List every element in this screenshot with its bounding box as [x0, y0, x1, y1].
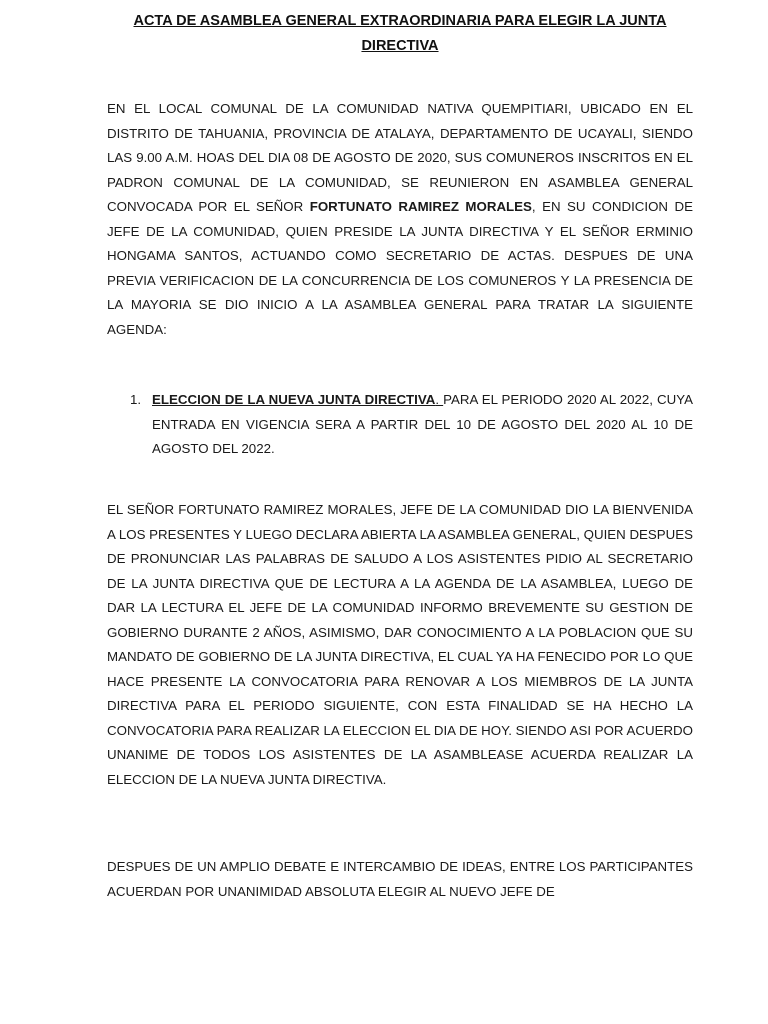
opening-paragraph	[107, 97, 693, 342]
agenda-item-separator: .	[435, 392, 444, 407]
agenda-item-description: PARA EL PERIODO 2020 AL 2022, CUYA ENTRADA EN VIGENCIA SERA A PARTIR DEL 10 DE AGOSTO DEL 2020 AL 10 DE AGOSTO DEL 2022.	[152, 392, 694, 456]
agenda-item-number: 1.	[130, 392, 142, 407]
opening-paragraph-text: EN EL LOCAL COMUNAL DE LA COMUNIDAD NATIVA QUEMPITIARI, UBICADO EN EL DISTRITO DE TAHUANIA, PROVINCIA DE ATALAYA, DEPARTAMENTO DE UCAYALI, SIENDO LAS 9.00 A.M. HOAS DEL DIA 08 DE AGOSTO DE 2020, SUS COMUNEROS INSCRITOS EN EL PADRON COMUNAL DE LA COMUNIDAD, SE REUNIERON EN ASAMBLEA GENERAL CONVOCADA POR EL SEÑOR	[107, 101, 693, 214]
president-name: FORTUNATO RAMIREZ MORALES	[309, 199, 532, 214]
welcome-paragraph: EL SEÑOR FORTUNATO RAMIREZ MORALES, JEFE DE LA COMUNIDAD DIO LA BIENVENIDA A LOS PRESENTES Y LUEGO DECLARA ABIERTA LA ASAMBLEA GENERAL, QUIEN DESPUES DE PRONUNCIAR LAS PALABRAS DE SALUDO A LOS ASISTENTES PIDIO AL SECRETARIO DE LA JUNTA DIRECTIVA QUE DE LECTURA A LA AGENDA DE LA ASAMBLEA, LUEGO DE DAR LA LECTURA EL JEFE DE LA COMUNIDAD INFORMO BREVEMENTE SU GESTION DE GOBIERNO DURANTE 2 AÑOS, ASIMISMO, DAR CONOCIMIENTO A LA POBLACION QUE SU MANDATO DE GOBIERNO DE LA JUNTA DIRECTIVA, EL CUAL YA HA FENECIDO POR LO QUE HACE PRESENTE LA CONVOCATORIA PARA RENOVAR A LOS MIEMBROS DE LA JUNTA DIRECTIVA PARA EL PERIODO SIGUIENTE, CON ESTA FINALIDAD SE HA HECHO LA CONVOCATORIA PARA REALIZAR LA ELECCION EL DIA DE HOY. SIENDO ASI POR ACUERDO UNANIME DE TODOS LOS ASISTENTES DE LA ASAMBLEASE ACUERDA REALIZAR LA ELECCION DE LA NUEVA JUNTA DIRECTIVA.	[107, 502, 693, 787]
agenda-item-text	[152, 388, 693, 462]
debate-paragraph: DESPUES DE UN AMPLIO DEBATE E INTERCAMBIO DE IDEAS, ENTRE LOS PARTICIPANTES ACUERDAN POR UNANIMIDAD ABSOLUTA ELEGIR AL NUEVO JEFE DE	[107, 859, 693, 899]
agenda-item-heading: ELECCION DE LA NUEVA JUNTA DIRECTIVA	[152, 392, 436, 407]
document-title: ACTA DE ASAMBLEA GENERAL EXTRAORDINARIA PARA ELEGIR LA JUNTA DIRECTIVA	[133, 13, 667, 54]
opening-paragraph-continuation: , EN SU CONDICION DE JEFE DE LA COMUNIDAD, QUIEN PRESIDE LA JUNTA DIRECTIVA Y EL SEÑOR ERMINIO HONGAMA SANTOS, ACTUANDO COMO SECRETARIO DE ACTAS. DESPUES DE UNA PREVIA VERIFICACION DE LA CONCURRENCIA DE LOS COMUNEROS Y LA PRESENCIA DE LA MAYORIA SE DIO INICIO A LA ASAMBLEA GENERAL PARA TRATAR LA SIGUIENTE AGENDA:	[107, 199, 693, 337]
